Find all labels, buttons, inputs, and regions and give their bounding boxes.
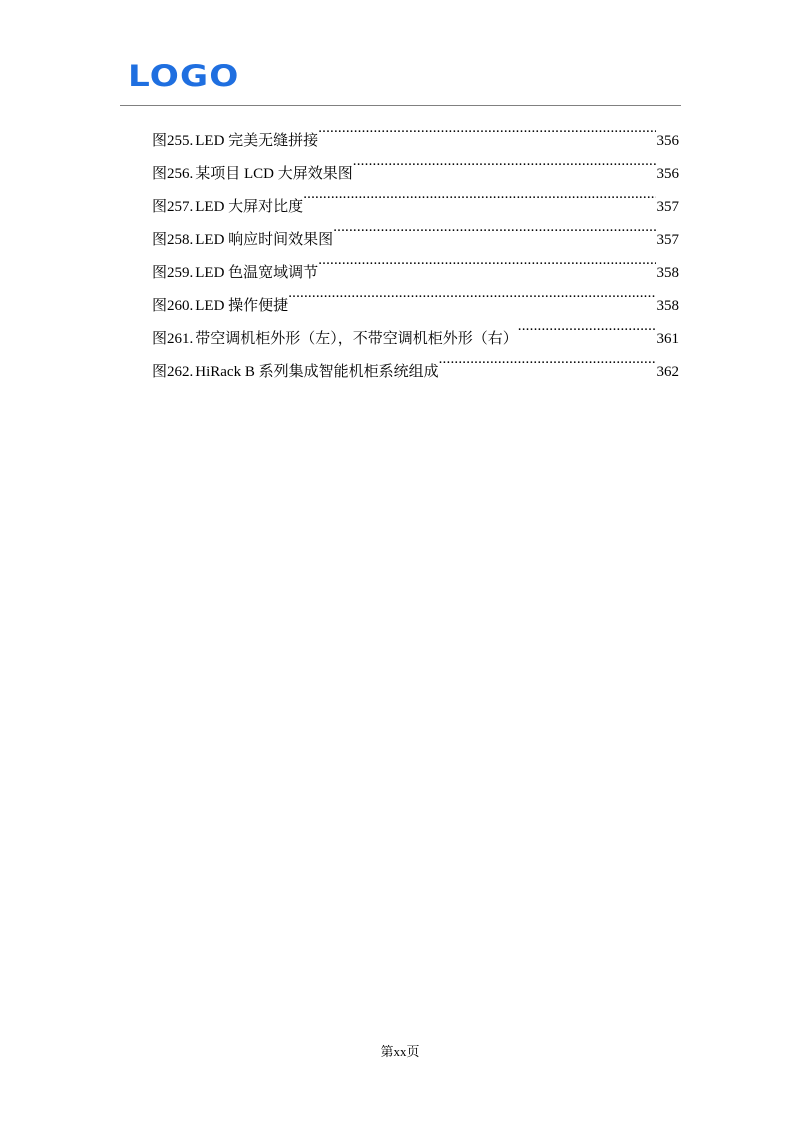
figure-list: [152, 112, 679, 380]
dot-leader: [288, 277, 655, 310]
page-footer: 第xx页: [380, 1044, 420, 1059]
page-number: 361: [656, 331, 679, 347]
page-number: 358: [656, 298, 679, 314]
figure-number: 图262.: [152, 364, 194, 380]
dot-leader: [303, 178, 655, 211]
header-divider: [120, 105, 681, 106]
figure-number: 图261.: [152, 331, 194, 347]
figure-title: 某项目 LCD 大屏效果图: [195, 166, 353, 182]
page-header: [0, 0, 800, 110]
figure-number: 图257.: [152, 199, 194, 215]
page-number: 357: [656, 199, 679, 215]
dot-leader: [439, 343, 656, 376]
dot-leader: [353, 145, 656, 178]
figure-title: LED 操作便捷: [195, 298, 289, 314]
dot-leader: [318, 244, 655, 277]
figure-title: 带空调机柜外形（左），不带空调机柜外形（右）: [195, 331, 518, 347]
figure-title: LED 色温宽域调节: [195, 265, 319, 281]
figure-number: 图256.: [152, 166, 194, 182]
figure-number: 图260.: [152, 298, 194, 314]
dot-leader: [318, 112, 655, 145]
dot-leader: [518, 310, 656, 343]
figure-number: 图258.: [152, 232, 194, 248]
toc-entry[interactable]: [152, 112, 679, 149]
page-number: 357: [656, 232, 679, 248]
company-logo: LOGO: [128, 59, 240, 93]
page-number: 362: [656, 364, 679, 380]
figure-title: LED 响应时间效果图: [195, 232, 334, 248]
page-number: 358: [656, 265, 679, 281]
page-number: 356: [656, 166, 679, 182]
dot-leader: [333, 211, 655, 244]
figure-title: LED 大屏对比度: [195, 199, 304, 215]
figure-title: HiRack B 系列集成智能机柜系统组成: [195, 364, 439, 380]
figure-title: LED 完美无缝拼接: [195, 133, 319, 149]
page-number: 356: [656, 133, 679, 149]
figure-number: 图259.: [152, 265, 194, 281]
figure-number: 图255.: [152, 133, 194, 149]
